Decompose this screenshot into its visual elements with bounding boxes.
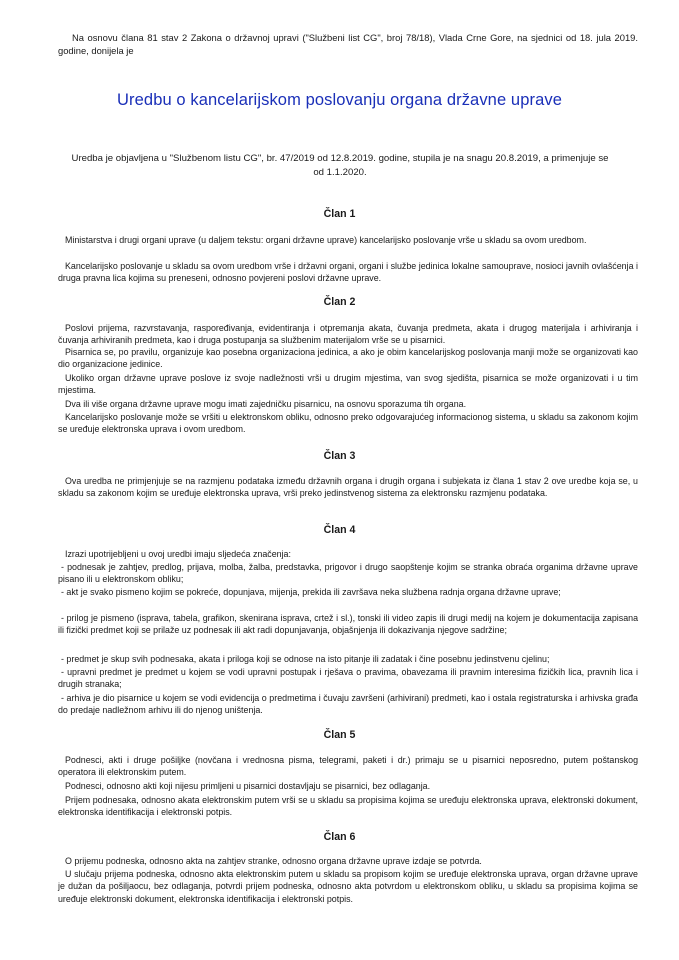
article-4-list-item: - upravni predmet je predmet u kojem se vodi upravni postupak i rješava o pravima, obavezama ili pravnim interesima fizičkih lica, pravnih lica i drugih stranaka; <box>58 667 638 690</box>
article-4-list-item: - akt je svako pismeno kojim se pokreće, dopunjava, mijenja, prekida ili završava neka službena radnja organa državne uprave; <box>61 587 561 597</box>
article-5-paragraph: Prijem podnesaka, odnosno akata elektronskim putem vrši se u skladu sa propisima kojima se uređuju elektronska uprava, elektronski dokument, elektronska identifikacija i elektronski potpis. <box>58 795 638 818</box>
article-3-paragraph: Ova uredba ne primjenjuje se na razmjenu podataka između državnih organa i drugih organa i subjekata iz člana 1 stav 2 ove uredbe koja se, u skladu sa zakonom kojim se uređuje elektronska uprava, vrši preko jedinstvenog sistema za elektronsku razmjenu podataka. <box>58 476 638 499</box>
article-4-list-item: - prilog je pismeno (isprava, tabela, grafikon, skenirana isprava, crtež i sl.), tonski ili video zapis ili drugi medij na kojem je dokumentacija zapisana ili fizički predmet koji se prilaže uz podnesak ili akt radi dopunjavanja, objašnjenja ili dokazivanja njegove sadržine; <box>58 613 638 636</box>
article-3-heading: Član 3 <box>323 450 356 462</box>
article-2-paragraph: Poslovi prijema, razvrstavanja, raspoređivanja, evidentiranja i otpremanja akata, čuvanja predmeta, akata i drugog materijala i arhiviranja i čuvanja arhiviranih predmeta, kao i druga postupanja sa službenim materijalom vrše se u pisarnici. <box>58 323 638 346</box>
article-6-paragraph: O prijemu podneska, odnosno akta na zahtjev stranke, odnosno organa državne uprave izdaje se potvrda. <box>65 856 482 866</box>
article-1-paragraph: Kancelarijsko poslovanje u skladu sa ovom uredbom vrše i državni organi, organi i službe jedinica lokalne samouprave, nosioci javnih ovlašćenja i druga pravna lica kojima su preneseni, odnosno povjereni poslovi državne uprave. <box>58 261 638 284</box>
article-5-paragraph: Podnesci, odnosno akti koji nijesu primljeni u pisarnici dostavljaju se pisarnici, bez odlaganja. <box>65 781 431 791</box>
article-1-heading: Član 1 <box>323 208 356 220</box>
article-6-paragraph: U slučaju prijema podneska, odnosno akta elektronskim putem u skladu sa propisom kojim se uređuje elektronska uprava, organ državne uprave je dužan da pošiljaocu, bez odlaganja, potvrdi prijem podneska, odnosno akta potvrdom u elektronskom obliku, u skladu sa propisima kojima se uređuje elektronski dokument, elektronska identifikacija i elektronski potpis. <box>58 869 638 904</box>
intro-text: Na osnovu člana 81 stav 2 Zakona o državnoj upravi ("Službeni list CG", broj 78/18), Vlada Crne Gore, na sjednici od 18. jula 2019. godine, donijela je <box>58 32 638 56</box>
article-1-paragraph: Ministarstva i drugi organi uprave (u daljem tekstu: organi državne uprave) kancelarijsko poslovanje vrše u skladu sa ovom uredbom. <box>65 235 587 245</box>
article-4-paragraph: Izrazi upotrijebljeni u ovoj uredbi imaju sljedeća značenja: <box>65 549 291 559</box>
article-5-heading: Član 5 <box>323 729 356 741</box>
article-2-paragraph: Dva ili više organa državne uprave mogu imati zajedničku pisarnicu, na osnovu sporazuma tih organa. <box>65 399 467 409</box>
publication-note: Uredba je objavljena u "Službenom listu CG", br. 47/2019 od 12.8.2019. godine, stupila je na snagu 20.8.2019, a primenjuje se od 1.1.2020. <box>71 153 609 178</box>
article-5-paragraph: Podnesci, akti i druge pošiljke (novčana i vrednosna pisma, telegrami, paketi i dr.) primaju se u pisarnici neposredno, putem poštanskog operatora ili elektronskim putem. <box>58 755 638 778</box>
article-4-heading: Član 4 <box>323 524 356 536</box>
article-2-paragraph: Kancelarijsko poslovanje može se vršiti u elektronskom obliku, odnosno preko odgovarajućeg informacionog sistema, u skladu sa zakonom kojim se uređuje elektronska uprava i ovom uredbom. <box>58 412 638 435</box>
document-title: Uredbu o kancelarijskom poslovanju organa državne uprave <box>117 91 562 109</box>
article-4-list-item: - predmet je skup svih podnesaka, akata i priloga koji se odnose na isto pitanje ili zadatak i čine posebnu jedinstvenu cjelinu; <box>61 654 550 664</box>
article-6-heading: Član 6 <box>323 831 356 843</box>
article-4-list-item: - podnesak je zahtjev, predlog, prijava, molba, žalba, predstavka, prigovor i drugo saopštenje kojim se stranka obraća organima državne uprave pisano ili u elektronskom obliku; <box>58 562 638 585</box>
article-2-paragraph: Pisarnica se, po pravilu, organizuje kao posebna organizaciona jedinica, a ako je obim kancelarijskog poslovanja manji može se organizovati kao dio organizacione jedinice. <box>58 347 638 370</box>
article-2-heading: Član 2 <box>323 296 356 308</box>
article-2-paragraph: Ukoliko organ državne uprave poslove iz svoje nadležnosti vrši u drugim mjestima, van svog sjedišta, pisarnica se može organizovati i u tim mjestima. <box>58 373 638 396</box>
article-4-list-item: - arhiva je dio pisarnice u kojem se vodi evidencija o predmetima i čuvaju završeni (arhivirani) predmeti, kao i ostala registraturska i arhivska građa do predaje nadležnom arhivu ili do njenog uništenja. <box>58 693 638 716</box>
